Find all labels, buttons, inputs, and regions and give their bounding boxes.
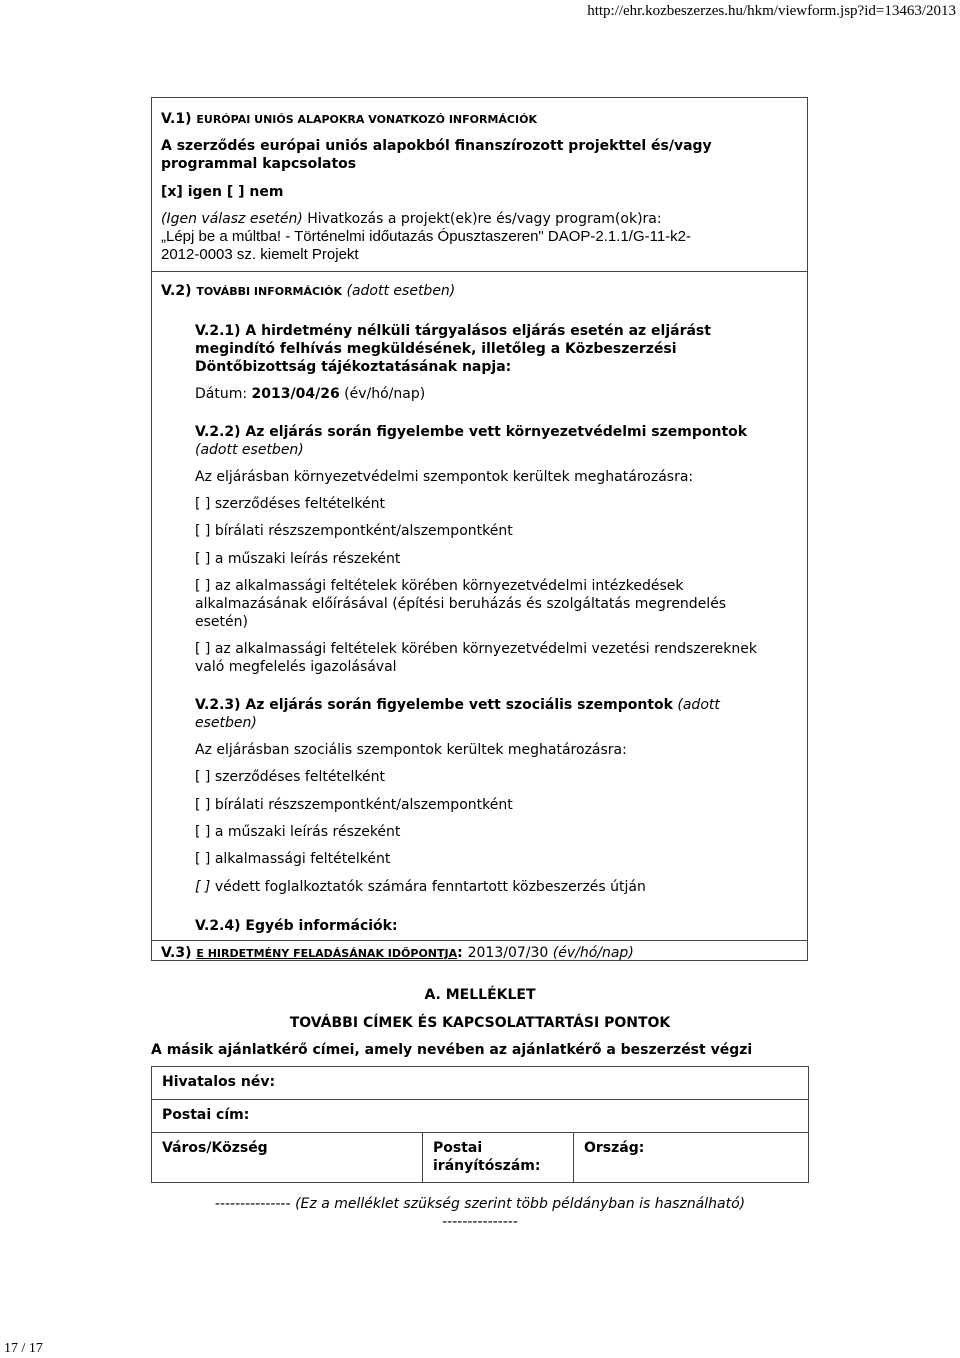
divider bbox=[152, 940, 807, 941]
v3-date-unit: (év/hó/nap) bbox=[548, 945, 634, 961]
v3-heading-text: E HIRDETMÉNY FELADÁSÁNAK IDŐPONTJA bbox=[196, 947, 458, 960]
v22-title-note: (adott esetben) bbox=[195, 442, 304, 458]
v23-item-text: védett foglalkoztatók számára fenntartott közbeszerzés útján bbox=[210, 879, 646, 895]
print-url: http://ehr.kozbeszerzes.hu/hkm/viewform.jsp?id=13463/2013 bbox=[587, 3, 956, 19]
v1-answer: [x] igen [ ] nem bbox=[161, 184, 284, 200]
address-table bbox=[151, 1066, 809, 1183]
v3-date-value: 2013/07/30 bbox=[467, 945, 549, 961]
divider bbox=[152, 271, 807, 272]
v1-heading bbox=[161, 110, 801, 129]
official-name-cell bbox=[152, 1067, 809, 1100]
postal-address-cell bbox=[152, 1100, 809, 1133]
v1-ref-text: Hivatkozás a projekt(ek)re és/vagy program(ok)ra: bbox=[302, 211, 662, 227]
footnote-dashes-end: --------------- bbox=[442, 1214, 518, 1230]
v23-title-note: (adott esetben) bbox=[195, 697, 720, 731]
annex-footnote-end bbox=[151, 1213, 809, 1231]
postal-address-label: Postai cím: bbox=[162, 1107, 250, 1123]
v3-heading-number: V.3) bbox=[161, 945, 197, 961]
v2-heading bbox=[161, 282, 801, 301]
v1-heading-number: V.1) bbox=[161, 111, 197, 127]
v2-heading-text: TOVÁBBI INFORMÁCIÓK bbox=[196, 285, 343, 298]
v3-colon: : bbox=[457, 945, 468, 961]
v21-date-label: Dátum: bbox=[195, 386, 252, 402]
v22-title-text: V.2.2) Az eljárás során figyelembe vett környezetvédelmi szempontok bbox=[195, 424, 748, 440]
postcode-label: Postai irányítószám: bbox=[433, 1140, 541, 1174]
official-name-label: Hivatalos név: bbox=[162, 1074, 276, 1090]
section-v-box bbox=[151, 97, 808, 961]
v2-heading-note: (adott esetben) bbox=[342, 283, 456, 299]
annex-subtitle: TOVÁBBI CÍMEK ÉS KAPCSOLATTARTÁSI PONTOK bbox=[289, 1015, 671, 1031]
v21-date-value: 2013/04/26 bbox=[251, 386, 340, 402]
annex-title: A. MELLÉKLET bbox=[424, 987, 536, 1003]
v23-item-box: [ ] bbox=[195, 879, 211, 895]
v23-item bbox=[195, 878, 785, 896]
v23-item: [ ] bírálati részszempontként/alszempontként bbox=[195, 797, 513, 813]
country-cell bbox=[574, 1133, 809, 1183]
v22-item: [ ] az alkalmassági feltételek körében környezetvédelmi intézkedések alkalmazásának előírásával (építési beruházás és szolgáltatás megrendelés esetén) bbox=[195, 578, 727, 630]
v22-item: [ ] a műszaki leírás részeként bbox=[195, 551, 401, 567]
v21-date bbox=[195, 385, 425, 403]
v1-statement: A szerződés európai uniós alapokból finanszírozott projekttel és/vagy programmal kapcsolatos bbox=[161, 138, 712, 172]
v22-item: [ ] az alkalmassági feltételek körében környezetvédelmi vezetési rendszereknek való megfelelés igazolásával bbox=[195, 641, 757, 675]
v23-title-text: V.2.3) Az eljárás során figyelembe vett szociális szempontok bbox=[195, 697, 673, 713]
v22-item: [ ] bírálati részszempontként/alszempontként bbox=[195, 523, 513, 539]
v22-title bbox=[195, 423, 785, 459]
footnote-dashes: --------------- bbox=[214, 1196, 291, 1212]
annex-intro: A másik ajánlatkérő címei, amely nevében az ajánlatkérő a beszerzést végzi bbox=[151, 1042, 753, 1058]
country-label: Ország: bbox=[584, 1140, 645, 1156]
postcode-cell bbox=[423, 1133, 574, 1183]
city-cell bbox=[152, 1133, 423, 1183]
v21-title: V.2.1) A hirdetmény nélküli tárgyalásos eljárás esetén az eljárást megindító felhívás megküldésének, illetőleg a Közbeszerzési Döntőbizottság tájékoztatásának napja: bbox=[195, 323, 711, 375]
v1-project: „Lépj be a múltba! - Történelmi időutazás Ópusztaszeren" DAOP-2.1.1/G-11-k2-2012-0003 sz. kiemelt Projekt bbox=[161, 228, 692, 263]
page-number: 17 / 17 bbox=[4, 1341, 43, 1356]
footnote-text: (Ez a melléklet szükség szerint több példányban is használható) bbox=[295, 1196, 746, 1212]
v1-ref-note: (Igen válasz esetén) bbox=[161, 211, 303, 227]
v3-heading bbox=[161, 944, 801, 963]
city-label: Város/Község bbox=[162, 1140, 268, 1156]
v22-intro: Az eljárásban környezetvédelmi szempontok kerültek meghatározásra: bbox=[195, 469, 694, 485]
v24-title: V.2.4) Egyéb információk: bbox=[195, 918, 398, 934]
v2-heading-number: V.2) bbox=[161, 283, 197, 299]
v23-title bbox=[195, 696, 755, 732]
v1-reference bbox=[161, 210, 781, 228]
v23-intro: Az eljárásban szociális szempontok kerültek meghatározásra: bbox=[195, 742, 627, 758]
annex-footnote bbox=[151, 1195, 809, 1213]
v23-item: [ ] alkalmassági feltételként bbox=[195, 851, 391, 867]
v23-item: [ ] szerződéses feltételként bbox=[195, 769, 386, 785]
v22-item: [ ] szerződéses feltételként bbox=[195, 496, 386, 512]
v21-date-unit: (év/hó/nap) bbox=[339, 386, 426, 402]
v1-heading-text: EURÓPAI UNIÓS ALAPOKRA VONATKOZÓ INFORMÁCIÓK bbox=[196, 113, 537, 126]
v23-item: [ ] a műszaki leírás részeként bbox=[195, 824, 401, 840]
